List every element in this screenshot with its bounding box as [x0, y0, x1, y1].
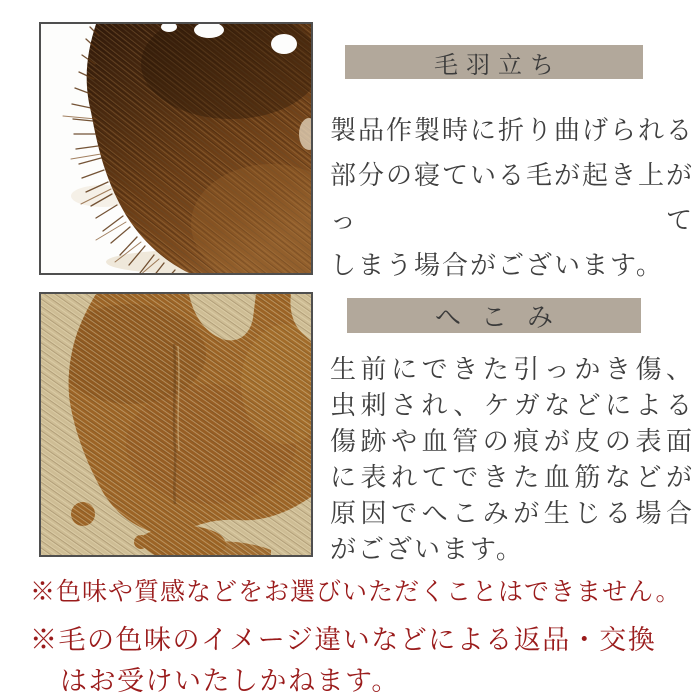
section-heading-fuzzing	[345, 45, 643, 79]
body-text-line: に表れてできた血筋などが	[330, 463, 694, 492]
body-text-line: 傷跡や血管の痕が皮の表面	[330, 427, 694, 456]
dent-description	[330, 352, 694, 568]
section-heading-dent-label: へこみ	[434, 303, 573, 332]
body-text-line: がございます。	[330, 535, 524, 564]
disclaimer-notices	[30, 576, 690, 699]
fuzzing-description	[330, 108, 694, 288]
section-heading-dent	[347, 298, 641, 333]
body-text-line: しまう場合がございます。	[330, 251, 664, 280]
section-heading-fuzzing-label: 毛羽立ち	[434, 52, 562, 79]
body-text-line: 虫刺され、ケガなどによる	[330, 391, 694, 420]
sample-photo-fuzzing	[39, 22, 313, 275]
body-text-line: 部分の寝ている毛が起き上がって	[330, 161, 695, 235]
fuzzing-fur-illustration	[41, 24, 311, 273]
body-text-line: 生前にできた引っかき傷、	[330, 355, 694, 384]
body-text-line: 原因でへこみが生じる場合	[330, 499, 694, 528]
body-text-line: 製品作製時に折り曲げられる	[330, 116, 695, 145]
notice-line-returns: ※毛の色味のイメージ違いなどによる返品・交換	[30, 625, 657, 655]
sample-photo-dent	[39, 292, 313, 557]
dent-fur-illustration	[41, 294, 311, 555]
notice-line-returns-continued: はお受けいたしかねます。	[60, 666, 400, 696]
notice-line-color-selection: ※色味や質感などをお選びいただくことはできません。	[30, 579, 682, 606]
